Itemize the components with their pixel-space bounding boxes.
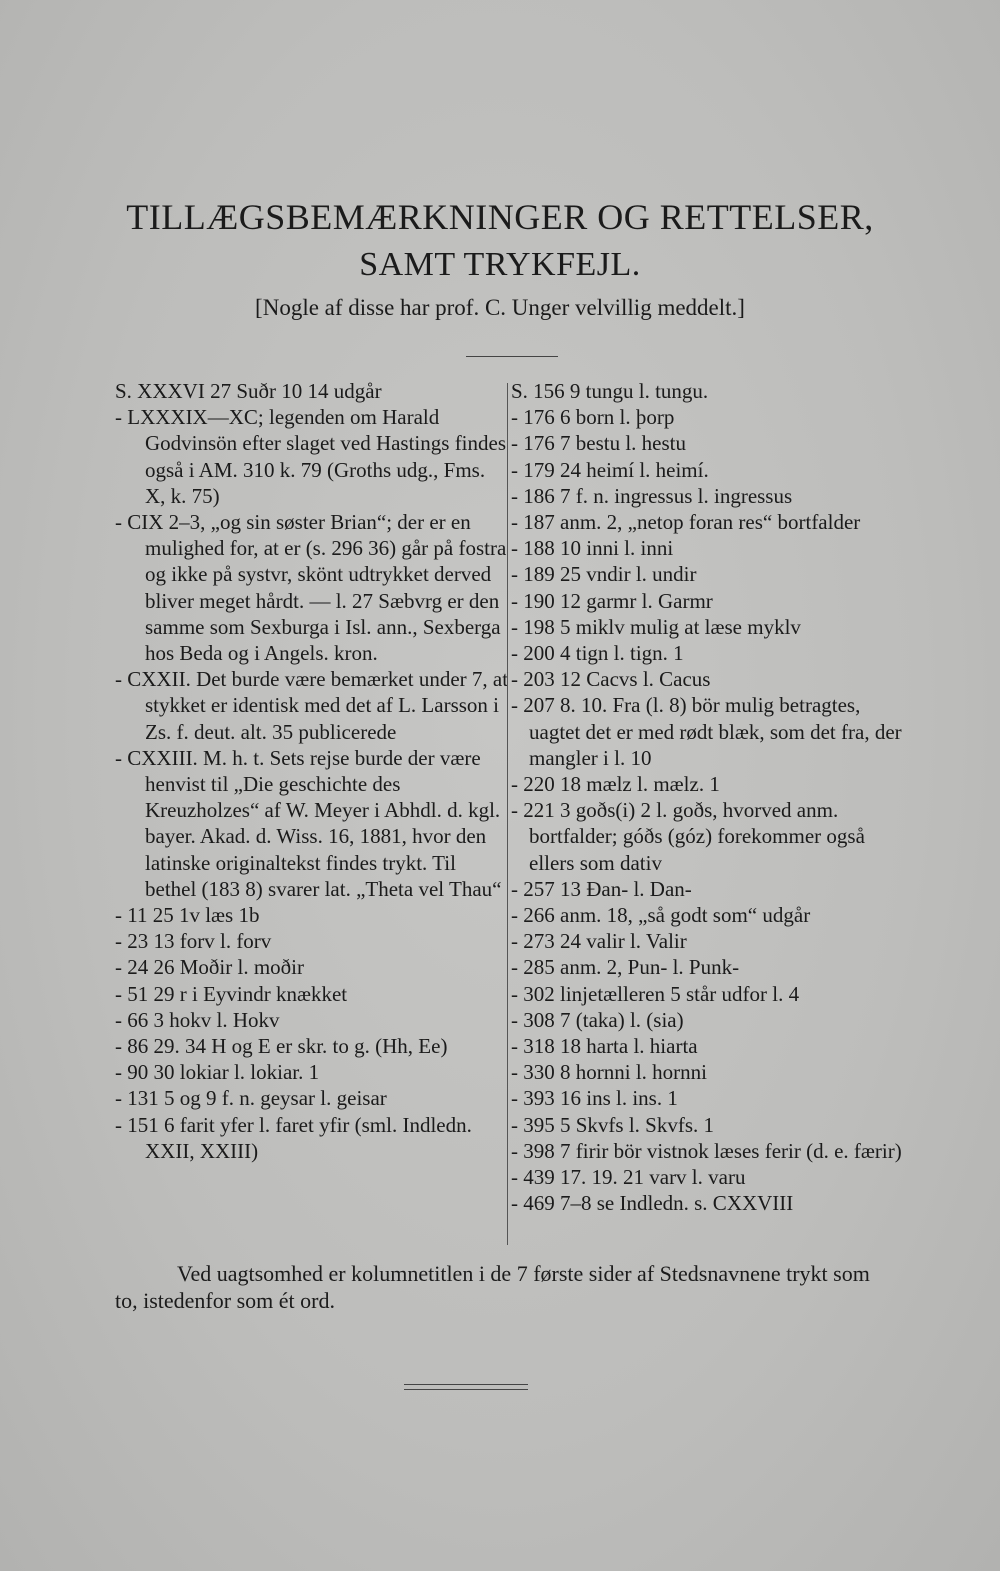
correction-entry bbox=[511, 1033, 906, 1059]
correction-entry bbox=[511, 614, 906, 640]
correction-text: - 198 5 miklv mulig at læse myklv bbox=[511, 614, 801, 639]
correction-entry bbox=[115, 666, 510, 745]
footer-note: Ved uagtsomhed er kolumnetitlen i de 7 første sider af Stedsnavnene trykt som to, istedenfor som ét ord. bbox=[115, 1261, 870, 1313]
correction-entry bbox=[511, 430, 906, 456]
correction-text: - 220 18 mælz l. mælz. 1 bbox=[511, 772, 720, 797]
correction-entry bbox=[511, 535, 906, 561]
correction-entry bbox=[511, 588, 906, 614]
correction-text: - LXXXIX—XC; legenden om Harald Godvinsön efter slaget ved Hastings findes også i AM. 310 k. 79 (Groths udg., Fms. X, k. 75) bbox=[115, 405, 507, 508]
correction-text: - 318 18 harta l. hiarta bbox=[511, 1034, 698, 1059]
correction-entry bbox=[115, 404, 510, 509]
correction-entry bbox=[511, 457, 906, 483]
correction-text: - 176 7 bestu l. hestu bbox=[511, 431, 686, 456]
separator-rule bbox=[466, 356, 558, 357]
correction-text: - 207 8. 10. Fra (l. 8) bör mulig betragtes, uagtet det er med rødt blæk, som det fra, der mangler i l. 10 bbox=[511, 693, 902, 770]
correction-entry bbox=[511, 981, 906, 1007]
correction-entry bbox=[511, 509, 906, 535]
correction-entry bbox=[115, 1007, 510, 1033]
correction-text: - 176 6 born l. þorp bbox=[511, 405, 675, 430]
correction-entry bbox=[115, 1059, 510, 1085]
correction-entry bbox=[511, 666, 906, 692]
correction-text: - 66 3 hokv l. Hokv bbox=[115, 1007, 280, 1032]
correction-entry bbox=[511, 1007, 906, 1033]
correction-entry bbox=[115, 378, 510, 404]
correction-entry bbox=[511, 692, 906, 771]
bottom-double-rule bbox=[404, 1384, 528, 1390]
correction-entry bbox=[511, 1164, 906, 1190]
correction-entry bbox=[115, 1112, 510, 1164]
correction-entry bbox=[115, 981, 510, 1007]
correction-text: - CXXII. Det burde være bemærket under 7, at stykket er identisk med det af L. Larsson i Zs. f. deut. alt. 35 publicerede bbox=[115, 667, 509, 744]
correction-entry bbox=[511, 876, 906, 902]
correction-text: - 189 25 vndir l. undir bbox=[511, 562, 697, 587]
correction-text: - 51 29 r i Eyvindr knækket bbox=[115, 981, 348, 1006]
correction-text: - 273 24 valir l. Valir bbox=[511, 929, 687, 954]
correction-text: - 86 29. 34 H og E er skr. to g. (Hh, Ee) bbox=[115, 1034, 448, 1059]
correction-text: - 200 4 tign l. tign. 1 bbox=[511, 641, 684, 666]
correction-entry bbox=[511, 561, 906, 587]
left-column bbox=[115, 378, 510, 1164]
correction-entry bbox=[115, 1085, 510, 1111]
correction-entry bbox=[511, 1138, 906, 1164]
correction-entry bbox=[115, 928, 510, 954]
correction-entry bbox=[511, 928, 906, 954]
correction-text: S. 156 9 tungu l. tungu. bbox=[511, 379, 709, 403]
correction-text: - 221 3 goðs(i) 2 l. goðs, hvorved anm. bortfalder; góðs (góz) forekommer også ellers som dativ bbox=[511, 798, 865, 875]
correction-text: - 203 12 Cacvs l. Cacus bbox=[511, 667, 711, 692]
correction-text: - 131 5 og 9 f. n. geysar l. geisar bbox=[115, 1086, 387, 1111]
correction-entry bbox=[511, 1085, 906, 1111]
correction-entry bbox=[511, 1112, 906, 1138]
page-title-line2: SAMT TRYKFEJL. bbox=[359, 246, 641, 283]
correction-text: - 187 anm. 2, „netop foran res“ bortfalder bbox=[511, 510, 861, 535]
correction-text: - 395 5 Skvfs l. Skvfs. 1 bbox=[511, 1112, 715, 1137]
right-column bbox=[511, 378, 906, 1217]
correction-text: - 257 13 Ðan- l. Dan- bbox=[511, 876, 692, 901]
correction-text: - CIX 2–3, „og sin søster Brian“; der er en mulighed for, at er (s. 296 36) går på fostra og ikke på systvr, skönt udtrykket derved bliver meget hårdt. — l. 27 Sæbvrg er den samme som Sexburga i Isl. ann., Sexberga hos Beda og i Angels. kron. bbox=[115, 510, 507, 666]
correction-text: - 308 7 (taka) l. (sia) bbox=[511, 1007, 684, 1032]
correction-text: - 11 25 1v læs 1b bbox=[115, 903, 260, 928]
correction-entry bbox=[115, 509, 510, 666]
correction-text: - CXXIII. M. h. t. Sets rejse burde der være henvist til „Die geschichte des Kreuzholzes“ af W. Meyer i Abhdl. d. kgl. bayer. Akad. d. Wiss. 16, 1881, hvor den latinske originaltekst findes trykt. Til bethel (183 8) svarer lat. „Theta vel Thau“ bbox=[115, 745, 502, 901]
correction-text: - 398 7 firir bör vistnok læses ferir (d. e. færir) bbox=[511, 1138, 902, 1163]
correction-entry bbox=[115, 1033, 510, 1059]
correction-text: - 439 17. 19. 21 varv l. varu bbox=[511, 1165, 746, 1190]
correction-entry bbox=[511, 378, 906, 404]
correction-entry bbox=[115, 902, 510, 928]
correction-text: - 330 8 hornni l. hornni bbox=[511, 1060, 707, 1085]
correction-text: - 393 16 ins l. ins. 1 bbox=[511, 1086, 678, 1111]
correction-entry bbox=[511, 1190, 906, 1216]
correction-text: - 90 30 lokiar l. lokiar. 1 bbox=[115, 1060, 320, 1085]
correction-text: - 24 26 Moðir l. moðir bbox=[115, 955, 304, 980]
correction-entry bbox=[115, 954, 510, 980]
correction-text: - 266 anm. 18, „så godt som“ udgår bbox=[511, 903, 811, 928]
correction-text: - 23 13 forv l. forv bbox=[115, 929, 272, 954]
correction-text: - 179 24 heimí l. heimí. bbox=[511, 457, 709, 482]
correction-entry bbox=[511, 1059, 906, 1085]
page-title: TILLÆGSBEMÆRKNINGER OG RETTELSER, bbox=[126, 197, 874, 237]
column-divider bbox=[507, 383, 508, 1245]
correction-entry bbox=[115, 745, 510, 902]
correction-entry bbox=[511, 483, 906, 509]
correction-entry bbox=[511, 771, 906, 797]
correction-entry bbox=[511, 640, 906, 666]
correction-text: S. XXXVI 27 Suðr 10 14 udgår bbox=[115, 379, 382, 403]
correction-text: - 469 7–8 se Indledn. s. CXXVIII bbox=[511, 1191, 794, 1216]
correction-entry bbox=[511, 404, 906, 430]
correction-text: - 190 12 garmr l. Garmr bbox=[511, 588, 713, 613]
correction-text: - 285 anm. 2, Pun- l. Punk- bbox=[511, 955, 740, 980]
correction-text: - 151 6 farit yfer l. faret yfir (sml. Indledn. XXII, XXIII) bbox=[115, 1112, 472, 1163]
correction-text: - 188 10 inni l. inni bbox=[511, 536, 674, 561]
correction-text: - 302 linjetælleren 5 står udfor l. 4 bbox=[511, 981, 800, 1006]
correction-text: - 186 7 f. n. ingressus l. ingressus bbox=[511, 483, 793, 508]
correction-entry bbox=[511, 797, 906, 876]
page-subtitle: [Nogle af disse har prof. C. Unger velvillig meddelt.] bbox=[255, 295, 745, 320]
correction-entry bbox=[511, 902, 906, 928]
correction-entry bbox=[511, 954, 906, 980]
